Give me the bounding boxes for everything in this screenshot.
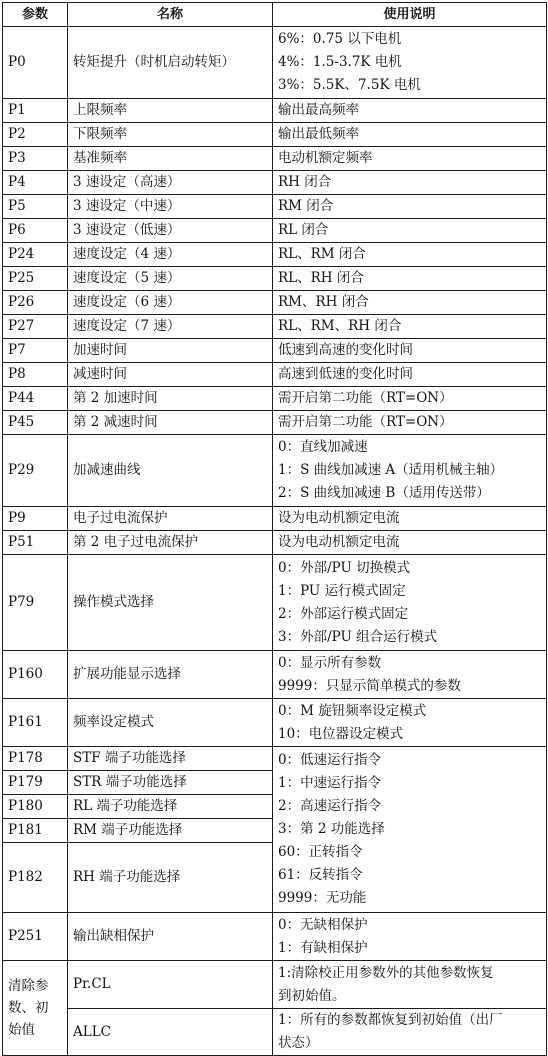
param-cell: P45 xyxy=(3,411,68,435)
name-cell: 加减速曲线 xyxy=(68,435,273,507)
usage-line: 2：外部运行模式固定 xyxy=(278,605,409,622)
table-row-p0 xyxy=(3,27,547,99)
table-row-p24 xyxy=(3,243,547,267)
usage-line: 3：外部/PU 组合运行模式 xyxy=(278,628,438,645)
usage-cell: 高速到低速的变化时间 xyxy=(273,363,547,387)
usage-cell xyxy=(273,27,547,99)
usage-line: 状态） xyxy=(278,1035,319,1051)
table-row-p79 xyxy=(3,555,547,651)
param-cell: P29 xyxy=(3,435,68,507)
name-cell: 速度设定（6 速） xyxy=(68,291,273,315)
usage-cell xyxy=(273,435,547,507)
usage-line: 3：第 2 功能选择 xyxy=(278,821,385,837)
param-cell: P8 xyxy=(3,363,68,387)
name-cell: ALLC xyxy=(68,1009,273,1056)
name-cell: 速度设定（4 速） xyxy=(68,243,273,267)
table-row-p7 xyxy=(3,339,547,363)
param-cell: P24 xyxy=(3,243,68,267)
table-row-p3 xyxy=(3,147,547,171)
usage-line: 3%：5.5K、7.5K 电机 xyxy=(278,77,421,93)
name-cell: 输出缺相保护 xyxy=(68,913,273,961)
name-cell: 第 2 减速时间 xyxy=(68,411,273,435)
name-cell: RH 端子功能选择 xyxy=(68,843,273,913)
param-cell: P182 xyxy=(3,843,68,913)
name-cell: 3 速设定（中速） xyxy=(68,195,273,219)
usage-line: 到初始值。 xyxy=(278,987,346,1004)
table-row-p6 xyxy=(3,219,547,243)
param-cell: P3 xyxy=(3,147,68,171)
usage-cell: 输出最低频率 xyxy=(273,123,547,147)
usage-cell: 设为电动机额定电流 xyxy=(273,531,547,555)
usage-line: 6%：0.75 以下电机 xyxy=(278,31,402,47)
header-name: 名称 xyxy=(68,3,273,27)
usage-line: 1:清除校正用参数外的其他参数恢复 xyxy=(278,964,494,981)
parameter-table xyxy=(2,2,547,1056)
param-cell: P4 xyxy=(3,171,68,195)
usage-cell: RL、RM、RH 闭合 xyxy=(273,315,547,339)
clear-param-line: 始值 xyxy=(8,1022,35,1038)
name-cell: 3 速设定（低速） xyxy=(68,219,273,243)
param-cell: P2 xyxy=(3,123,68,147)
usage-line: 1：PU 运行模式固定 xyxy=(278,582,406,599)
param-cell: P181 xyxy=(3,819,68,843)
header-param: 参数 xyxy=(3,3,68,27)
usage-line: 60：正转指令 xyxy=(278,844,363,860)
param-cell: P161 xyxy=(3,699,68,747)
usage-line: 61：反转指令 xyxy=(278,867,363,883)
usage-cell: RH 闭合 xyxy=(273,171,547,195)
param-cell: P0 xyxy=(3,27,68,99)
name-cell: 转矩提升（时机启动转矩） xyxy=(68,27,273,99)
usage-cell xyxy=(273,1009,547,1056)
table-row-p9 xyxy=(3,507,547,531)
name-cell: 速度设定（5 速） xyxy=(68,267,273,291)
param-cell: P251 xyxy=(3,913,68,961)
header-usage: 使用说明 xyxy=(273,3,547,27)
usage-cell: 低速到高速的变化时间 xyxy=(273,339,547,363)
usage-line: 0：显示所有参数 xyxy=(278,654,382,671)
usage-line: 0：低速运行指令 xyxy=(278,752,382,768)
param-cell: P9 xyxy=(3,507,68,531)
usage-cell: RL、RH 闭合 xyxy=(273,267,547,291)
table-row-p251 xyxy=(3,913,547,961)
table-row-p27 xyxy=(3,315,547,339)
name-cell: 第 2 电子过电流保护 xyxy=(68,531,273,555)
clear-param-line: 数、初 xyxy=(8,1000,49,1016)
usage-cell: RL 闭合 xyxy=(273,219,547,243)
table-row-p29 xyxy=(3,435,547,507)
param-cell: P27 xyxy=(3,315,68,339)
usage-line: 1：中速运行指令 xyxy=(278,775,382,791)
clear-param-line: 清除参 xyxy=(8,978,49,994)
usage-cell xyxy=(273,651,547,699)
table-row-p25 xyxy=(3,267,547,291)
table-row-p45 xyxy=(3,411,547,435)
param-cell: P25 xyxy=(3,267,68,291)
param-cell: P51 xyxy=(3,531,68,555)
usage-cell: RL、RM 闭合 xyxy=(273,243,547,267)
name-cell: 加速时间 xyxy=(68,339,273,363)
usage-cell: RM、RH 闭合 xyxy=(273,291,547,315)
table-row-allc xyxy=(3,1009,547,1056)
usage-line: 0：直线加减速 xyxy=(278,439,368,455)
usage-cell xyxy=(273,699,547,747)
header-row xyxy=(3,3,547,27)
name-cell: 扩展功能显示选择 xyxy=(68,651,273,699)
table-row-p4 xyxy=(3,171,547,195)
name-cell: 上限频率 xyxy=(68,99,273,123)
name-cell: 第 2 加速时间 xyxy=(68,387,273,411)
name-cell: Pr.CL xyxy=(68,961,273,1009)
table-row-p26 xyxy=(3,291,547,315)
param-cell: P7 xyxy=(3,339,68,363)
usage-line: 10：电位器设定模式 xyxy=(278,725,404,742)
name-cell: 速度设定（7 速） xyxy=(68,315,273,339)
usage-cell xyxy=(273,913,547,961)
usage-cell: 需开启第二功能（RT=ON） xyxy=(273,411,547,435)
usage-line: 1：有缺相保护 xyxy=(278,939,368,956)
usage-line: 9999：只显示简单模式的参数 xyxy=(278,677,461,694)
clear-param-cell xyxy=(3,961,68,1056)
name-cell: 3 速设定（高速） xyxy=(68,171,273,195)
name-cell: 基准频率 xyxy=(68,147,273,171)
param-cell: P180 xyxy=(3,795,68,819)
table-row-p2 xyxy=(3,123,547,147)
name-cell: 下限频率 xyxy=(68,123,273,147)
param-cell: P26 xyxy=(3,291,68,315)
usage-cell xyxy=(273,555,547,651)
table-row-p5 xyxy=(3,195,547,219)
usage-line: 0：无缺相保护 xyxy=(278,916,368,933)
usage-line: 1：S 曲线加减速 A（适用机械主轴） xyxy=(278,462,504,478)
usage-cell: 需开启第二功能（RT=ON） xyxy=(273,387,547,411)
name-cell: STR 端子功能选择 xyxy=(68,771,273,795)
usage-line: 0：M 旋钮频率设定模式 xyxy=(278,702,427,719)
table-row-p51 xyxy=(3,531,547,555)
usage-line: 2：高速运行指令 xyxy=(278,798,382,814)
name-cell: STF 端子功能选择 xyxy=(68,747,273,771)
param-cell: P179 xyxy=(3,771,68,795)
name-cell: 减速时间 xyxy=(68,363,273,387)
name-cell: 频率设定模式 xyxy=(68,699,273,747)
usage-line: 9999：无功能 xyxy=(278,890,367,906)
terminal-usage-cell xyxy=(273,747,547,913)
usage-line: 2：S 曲线加减速 B（适用传送带） xyxy=(278,485,490,501)
param-cell: P160 xyxy=(3,651,68,699)
usage-line: 4%：1.5-3.7K 电机 xyxy=(278,54,402,70)
usage-cell: 设为电动机额定电流 xyxy=(273,507,547,531)
param-cell: P1 xyxy=(3,99,68,123)
table-row-p44 xyxy=(3,387,547,411)
name-cell: RM 端子功能选择 xyxy=(68,819,273,843)
usage-cell: 输出最高频率 xyxy=(273,99,547,123)
table-row-p160 xyxy=(3,651,547,699)
usage-line: 1：所有的参数都恢复到初始值（出厂 xyxy=(278,1012,503,1028)
table-row-prcl xyxy=(3,961,547,1009)
param-cell: P178 xyxy=(3,747,68,771)
name-cell: RL 端子功能选择 xyxy=(68,795,273,819)
param-cell: P44 xyxy=(3,387,68,411)
table-row-p1 xyxy=(3,99,547,123)
table-row-p178 xyxy=(3,747,547,771)
param-cell: P79 xyxy=(3,555,68,651)
usage-cell: RM 闭合 xyxy=(273,195,547,219)
usage-cell xyxy=(273,961,547,1009)
table-row-p161 xyxy=(3,699,547,747)
name-cell: 操作模式选择 xyxy=(68,555,273,651)
param-cell: P5 xyxy=(3,195,68,219)
usage-line: 0：外部/PU 切换模式 xyxy=(278,559,411,576)
name-cell: 电子过电流保护 xyxy=(68,507,273,531)
table-row-p8 xyxy=(3,363,547,387)
param-cell: P6 xyxy=(3,219,68,243)
usage-cell: 电动机额定频率 xyxy=(273,147,547,171)
